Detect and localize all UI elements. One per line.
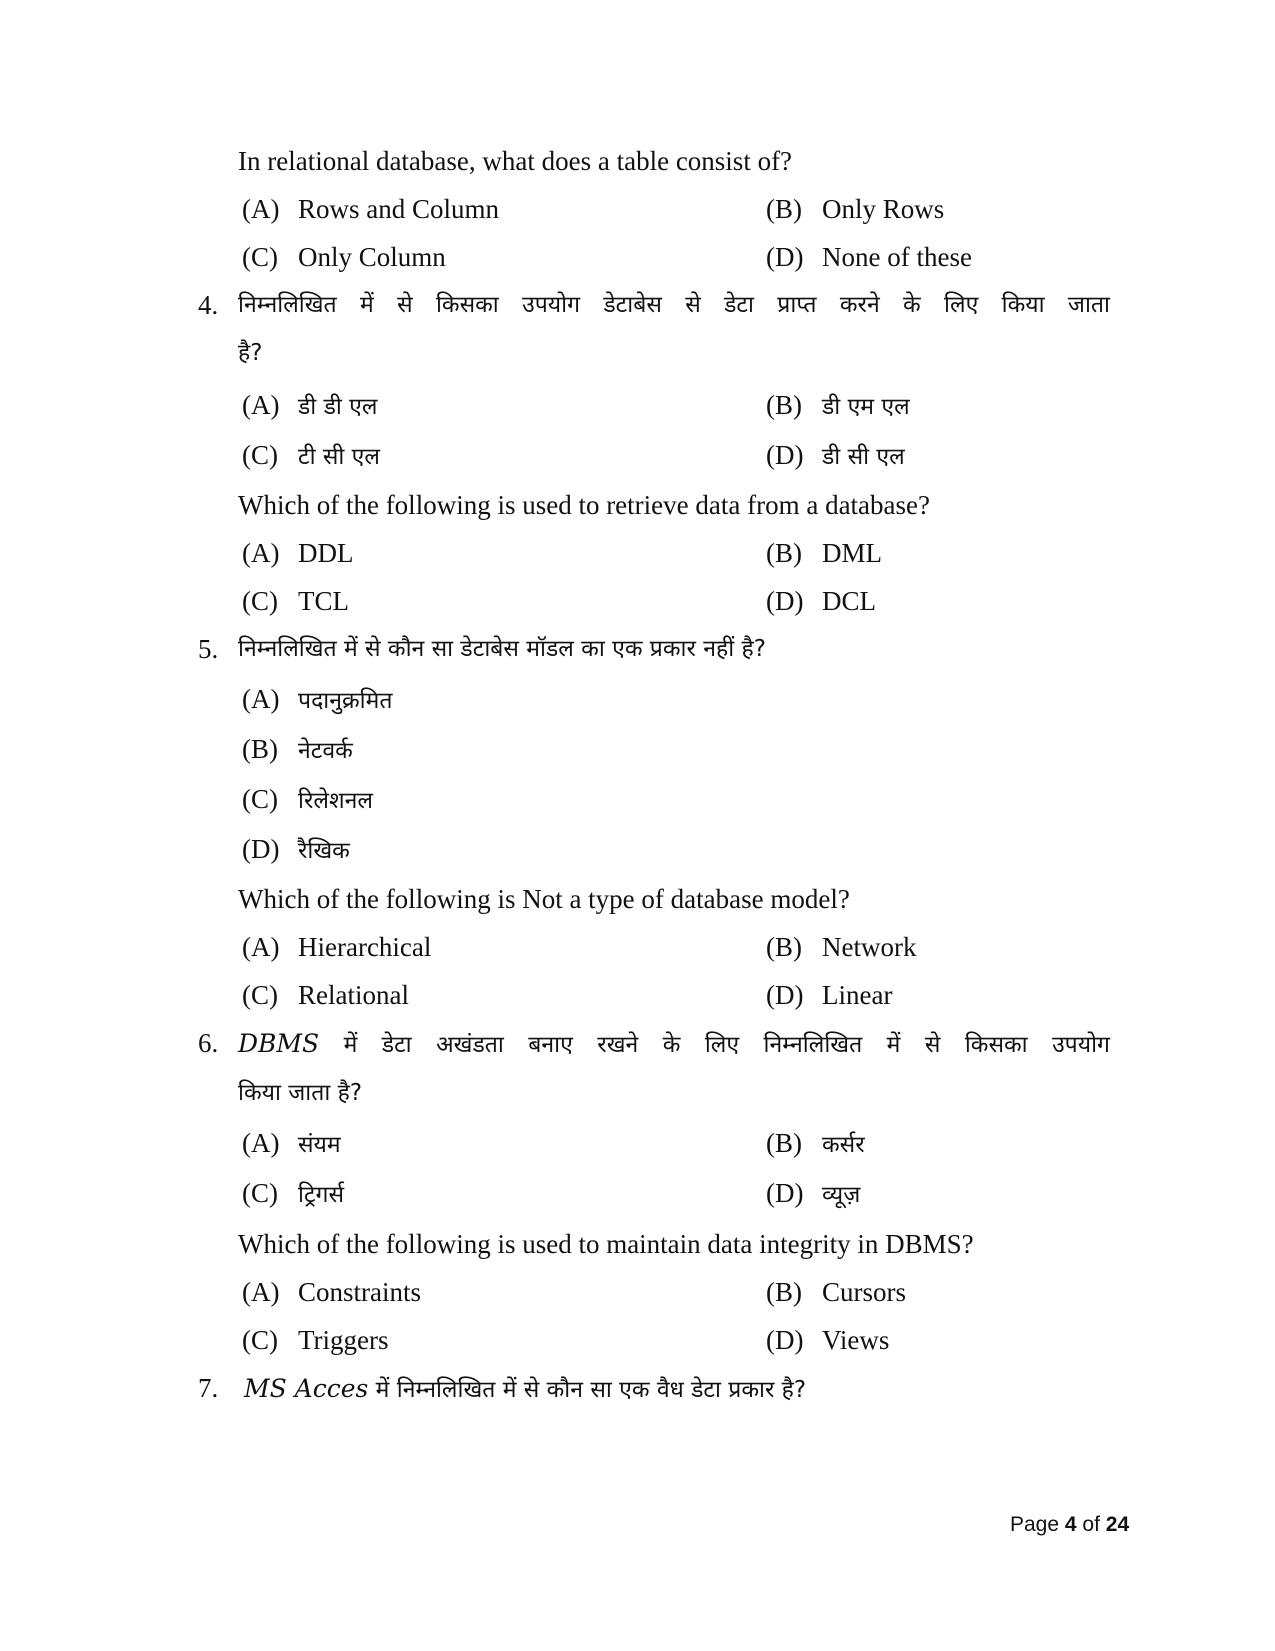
option-text: ट्रिगर्स [298, 1182, 345, 1208]
q6-hindi-option-d [766, 1176, 860, 1212]
q4-option-b [766, 536, 882, 570]
q3-option-d [766, 240, 972, 274]
q6-hindi-question-line2: किया जाता है? [238, 1080, 363, 1106]
option-label: (C) [242, 980, 278, 1010]
option-text: पदानुक्रमित [298, 688, 393, 714]
q6-hindi-question-line1 [238, 1026, 1110, 1062]
option-text: Constraints [298, 1277, 422, 1307]
option-label: (D) [766, 1178, 804, 1208]
option-text: Views [822, 1325, 890, 1355]
q3-option-c [242, 240, 446, 274]
option-text: Only Rows [822, 194, 945, 224]
q6-option-a [242, 1275, 421, 1309]
q5-option-b [766, 930, 916, 964]
q5-english-question: Which of the following is Not a type of database model? [238, 884, 850, 914]
option-text: Only Column [298, 242, 446, 272]
option-text: डी डी एल [298, 394, 378, 420]
q5-option-a [242, 930, 431, 964]
q7-hindi-question [244, 1371, 806, 1407]
option-label: (A) [242, 932, 280, 962]
option-label: (D) [766, 1325, 804, 1355]
option-text: नेटवर्क [298, 738, 353, 764]
q6-english-question: Which of the following is used to maintain data integrity in DBMS? [238, 1229, 974, 1259]
question-text: में निम्नलिखित में से कौन सा एक वैध डेटा प्रकार है? [368, 1377, 807, 1403]
option-label: (B) [766, 1128, 802, 1158]
option-label: (A) [242, 684, 280, 714]
q5-hindi-option-c [242, 782, 373, 818]
option-text: टी सी एल [298, 444, 380, 470]
current-page: 4 [1064, 1513, 1077, 1536]
option-text: रैखिक [298, 838, 350, 864]
q6-option-c [242, 1323, 389, 1357]
option-label: (C) [242, 784, 278, 814]
q5-hindi-option-d [242, 832, 350, 868]
q3-option-b [766, 192, 944, 226]
option-text: कर्सर [822, 1132, 865, 1158]
option-text: Linear [822, 980, 893, 1010]
option-label: (B) [766, 194, 802, 224]
option-text: Rows and Column [298, 194, 500, 224]
option-label: (C) [242, 440, 278, 470]
math-term: DBMS [238, 1029, 320, 1058]
option-label: (B) [766, 538, 802, 568]
option-text: DCL [822, 586, 876, 616]
option-text: व्यूज़ [822, 1182, 861, 1208]
q4-english-question: Which of the following is used to retrieve data from a database? [238, 490, 930, 520]
option-text: डी सी एल [822, 444, 905, 470]
option-text: रिलेशनल [298, 788, 373, 814]
q5-number: 5. [198, 634, 219, 664]
q4-hindi-question-line1: निम्नलिखित में से किसका उपयोग डेटाबेस से डेटा प्राप्त करने के लिए किया जाता [238, 292, 1110, 318]
option-label: (B) [242, 734, 278, 764]
option-label: (D) [242, 834, 280, 864]
q6-option-d [766, 1323, 889, 1357]
option-label: (C) [242, 1325, 278, 1355]
q5-hindi-option-b [242, 732, 353, 768]
q5-hindi-question: निम्नलिखित में से कौन सा डेटाबेस मॉडल का एक प्रकार नहीं है? [238, 636, 766, 662]
option-label: (D) [766, 980, 804, 1010]
option-label: (B) [766, 932, 802, 962]
q5-option-d [766, 978, 892, 1012]
option-label: (D) [766, 242, 804, 272]
option-text: डी एम एल [822, 394, 910, 420]
q4-option-a [242, 536, 354, 570]
q6-hindi-option-a [242, 1126, 341, 1162]
option-text: Triggers [298, 1325, 389, 1355]
option-label: (A) [242, 1277, 280, 1307]
q6-hindi-option-b [766, 1126, 865, 1162]
question-text: में डेटा अखंडता बनाए रखने के लिए निम्नलिखित में से किसका उपयोग [319, 1032, 1110, 1058]
option-text: None of these [822, 242, 972, 272]
q4-hindi-option-c [242, 438, 380, 474]
option-text: संयम [298, 1132, 341, 1158]
q3-option-a [242, 192, 499, 226]
option-text: Cursors [822, 1277, 907, 1307]
option-label: (B) [766, 390, 802, 420]
q4-number: 4. [198, 290, 219, 320]
q6-hindi-option-c [242, 1176, 344, 1212]
q4-hindi-option-d [766, 438, 905, 474]
q5-hindi-option-a [242, 682, 392, 718]
q4-option-c [242, 584, 349, 618]
option-text: DDL [298, 538, 354, 568]
q4-option-d [766, 584, 876, 618]
option-label: (C) [242, 1178, 278, 1208]
option-label: (A) [242, 538, 280, 568]
option-text: TCL [298, 586, 349, 616]
total-pages: 24 [1105, 1513, 1130, 1536]
page-word: Page [1010, 1513, 1065, 1536]
option-label: (A) [242, 1128, 280, 1158]
option-label: (D) [766, 586, 804, 616]
option-label: (C) [242, 242, 278, 272]
of-word: of [1076, 1513, 1106, 1536]
option-text: Hierarchical [298, 932, 432, 962]
q4-hindi-option-a [242, 388, 377, 424]
option-text: Network [822, 932, 917, 962]
q4-hindi-question-line2: है? [238, 340, 263, 366]
option-label: (A) [242, 390, 280, 420]
option-label: (B) [766, 1277, 802, 1307]
option-text: DML [822, 538, 882, 568]
option-text: Relational [298, 980, 409, 1010]
q3-english-question: In relational database, what does a table consist of? [238, 146, 793, 176]
page-number-footer [1010, 1512, 1129, 1538]
option-label: (A) [242, 194, 280, 224]
q4-hindi-option-b [766, 388, 910, 424]
option-label: (C) [242, 586, 278, 616]
q7-number: 7. [198, 1373, 219, 1403]
q6-number: 6. [198, 1028, 219, 1058]
math-term: MS Acces [244, 1374, 369, 1403]
q5-option-c [242, 978, 409, 1012]
q6-option-b [766, 1275, 906, 1309]
option-label: (D) [766, 440, 804, 470]
